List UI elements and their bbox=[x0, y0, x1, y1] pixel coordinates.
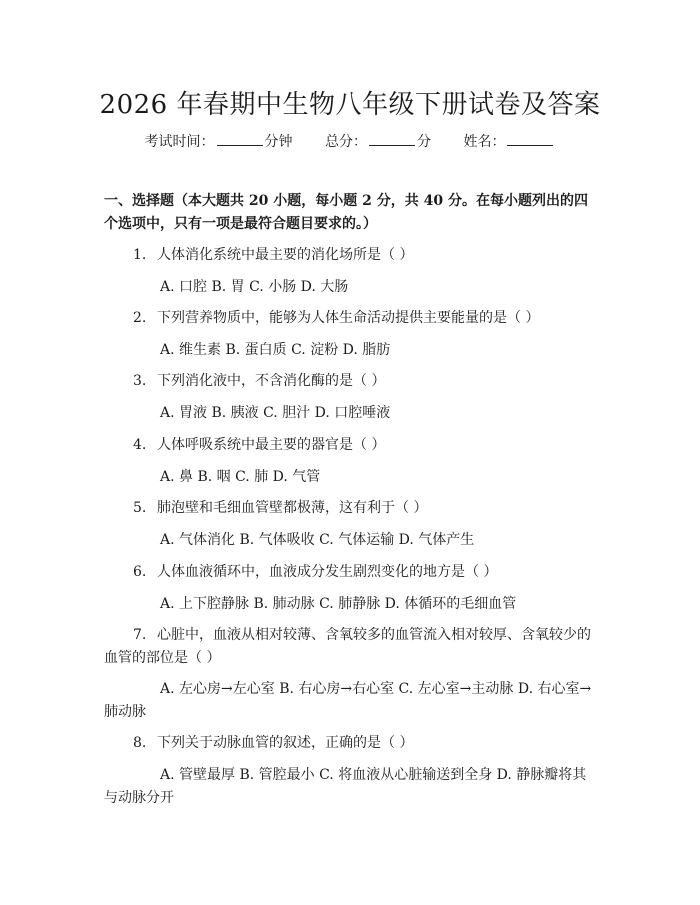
options-4: A. 鼻 B. 咽 C. 肺 D. 气管 bbox=[160, 469, 321, 485]
question-text: 下列关于动脉血管的叙述，正确的是（ ） bbox=[157, 735, 414, 751]
question-4: 4. 人体呼吸系统中最主要的器官是（ ） bbox=[133, 437, 386, 453]
time-blank bbox=[217, 133, 263, 146]
exam-meta bbox=[0, 131, 700, 151]
time-field bbox=[145, 134, 297, 150]
question-1: 1. 人体消化系统中最主要的消化场所是（ ） bbox=[133, 247, 414, 263]
options-3: A. 胃液 B. 胰液 C. 胆汁 D. 口腔唾液 bbox=[160, 405, 391, 421]
name-field bbox=[463, 134, 555, 150]
question-8: 8. 下列关于动脉血管的叙述，正确的是（ ） bbox=[133, 735, 414, 751]
score-field bbox=[325, 134, 435, 150]
options-1: A. 口腔 B. 胃 C. 小肠 D. 大肠 bbox=[160, 279, 349, 295]
question-text: 人体消化系统中最主要的消化场所是（ ） bbox=[157, 247, 414, 263]
section-heading: 一、选择题（本大题共 20 小题，每小题 2 分，共 40 分。在每小题列出的四个选项中，只有一项是最符合题目要求的。） bbox=[104, 193, 588, 232]
score-label: 总分： bbox=[325, 134, 367, 150]
options-8: A. 管壁最厚 B. 管腔最小 C. 将血液从心脏输送到全身 D. 静脉瓣将其与动脉分开 bbox=[104, 767, 587, 806]
score-unit: 分 bbox=[417, 134, 431, 150]
question-text: 肺泡壁和毛细血管壁都极薄，这有利于（ ） bbox=[157, 500, 428, 516]
time-label: 考试时间： bbox=[144, 134, 215, 150]
page-title: 2026 年春期中生物八年级下册试卷及答案 bbox=[99, 90, 601, 120]
question-2: 2. 下列营养物质中，能够为人体生命活动提供主要能量的是（ ） bbox=[133, 310, 540, 326]
score-blank bbox=[369, 133, 415, 146]
question-text: 下列消化液中，不含消化酶的是（ ） bbox=[157, 373, 386, 389]
question-6: 6. 人体血液循环中，血液成分发生剧烈变化的地方是（ ） bbox=[133, 564, 498, 580]
name-label: 姓名： bbox=[463, 134, 506, 150]
name-blank bbox=[507, 133, 553, 146]
question-text: 下列营养物质中，能够为人体生命活动提供主要能量的是（ ） bbox=[157, 310, 540, 326]
options-7: A. 左心房→左心室 B. 右心房→右心室 C. 左心室→主动脉 D. 右心室→肺动脉 bbox=[104, 681, 592, 720]
options-6: A. 上下腔静脉 B. 肺动脉 C. 肺静脉 D. 体循环的毛细血管 bbox=[160, 596, 517, 612]
question-text: 人体血液循环中，血液成分发生剧烈变化的地方是（ ） bbox=[157, 564, 498, 580]
question-7: 7. 心脏中，血液从相对较薄、含氧较多的血管流入相对较厚、含氧较少的血管的部位是（ ） bbox=[104, 627, 591, 666]
question-text: 心脏中，血液从相对较薄、含氧较多的血管流入相对较厚、含氧较少的血管的部位是（ ） bbox=[104, 627, 591, 666]
question-text: 人体呼吸系统中最主要的器官是（ ） bbox=[157, 437, 386, 453]
question-5: 5. 肺泡壁和毛细血管壁都极薄，这有利于（ ） bbox=[133, 500, 428, 516]
options-5: A. 气体消化 B. 气体吸收 C. 气体运输 D. 气体产生 bbox=[160, 532, 475, 548]
options-2: A. 维生素 B. 蛋白质 C. 淀粉 D. 脂肪 bbox=[160, 342, 391, 358]
question-3: 3. 下列消化液中，不含消化酶的是（ ） bbox=[133, 373, 386, 389]
time-unit: 分钟 bbox=[264, 134, 293, 150]
